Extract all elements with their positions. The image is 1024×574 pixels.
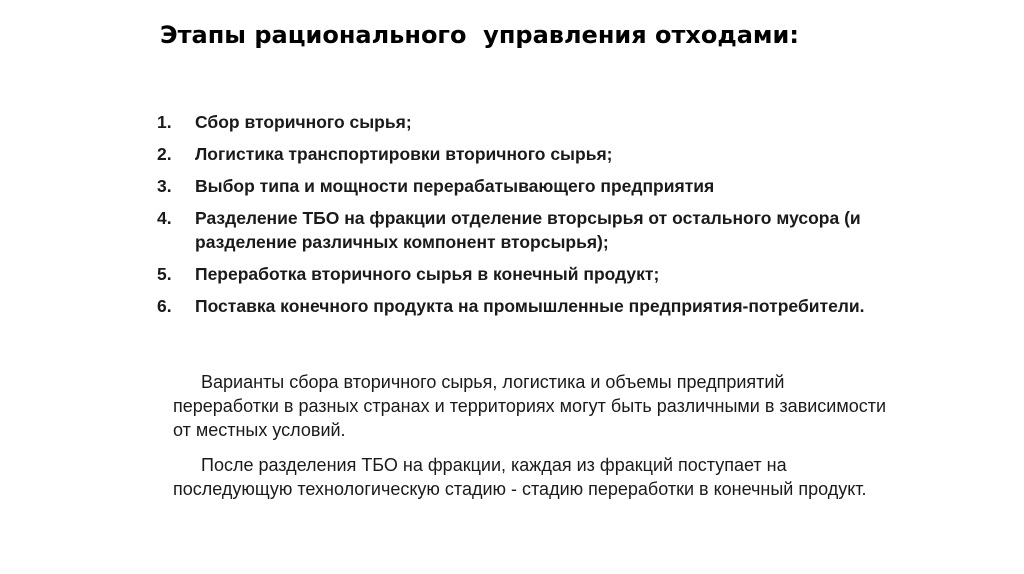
steps-list [157,110,877,326]
paragraph-fractions: После разделения ТБО на фракции, каждая из фракций поступает на последующую технологическую стадию - стадию переработки в конечный продукт. [173,455,867,499]
list-item [157,110,877,134]
list-item-text: Выбор типа и мощности перерабатывающего предприятия [195,176,715,196]
list-item-number: 3. [157,176,172,196]
list-item [157,262,877,286]
list-item-number: 2. [157,144,172,164]
list-item-number: 1. [157,112,172,132]
list-item-number: 4. [157,208,172,228]
list-item-text: Логистика транспортировки вторичного сырья; [195,144,613,164]
slide-title: Этапы рационального управления отходами: [160,21,799,49]
list-item-text: Переработка вторичного сырья в конечный продукт; [195,264,660,284]
list-item [157,142,877,166]
paragraph-variants: Варианты сбора вторичного сырья, логистика и объемы предприятий переработки в разных странах и территориях могут быть различными в зависимости от местных условий. [173,372,887,440]
list-item [157,294,877,318]
list-item-number: 5. [157,264,172,284]
list-item [157,206,877,254]
list-item-text: Сбор вторичного сырья; [195,112,412,132]
list-item-number: 6. [157,296,172,316]
list-item-text: Разделение ТБО на фракции отделение вторсырья от остального мусора (и разделение различных компонент вторсырья); [195,208,861,252]
list-item [157,174,877,198]
list-item-text: Поставка конечного продукта на промышленные предприятия-потребители. [195,296,865,316]
